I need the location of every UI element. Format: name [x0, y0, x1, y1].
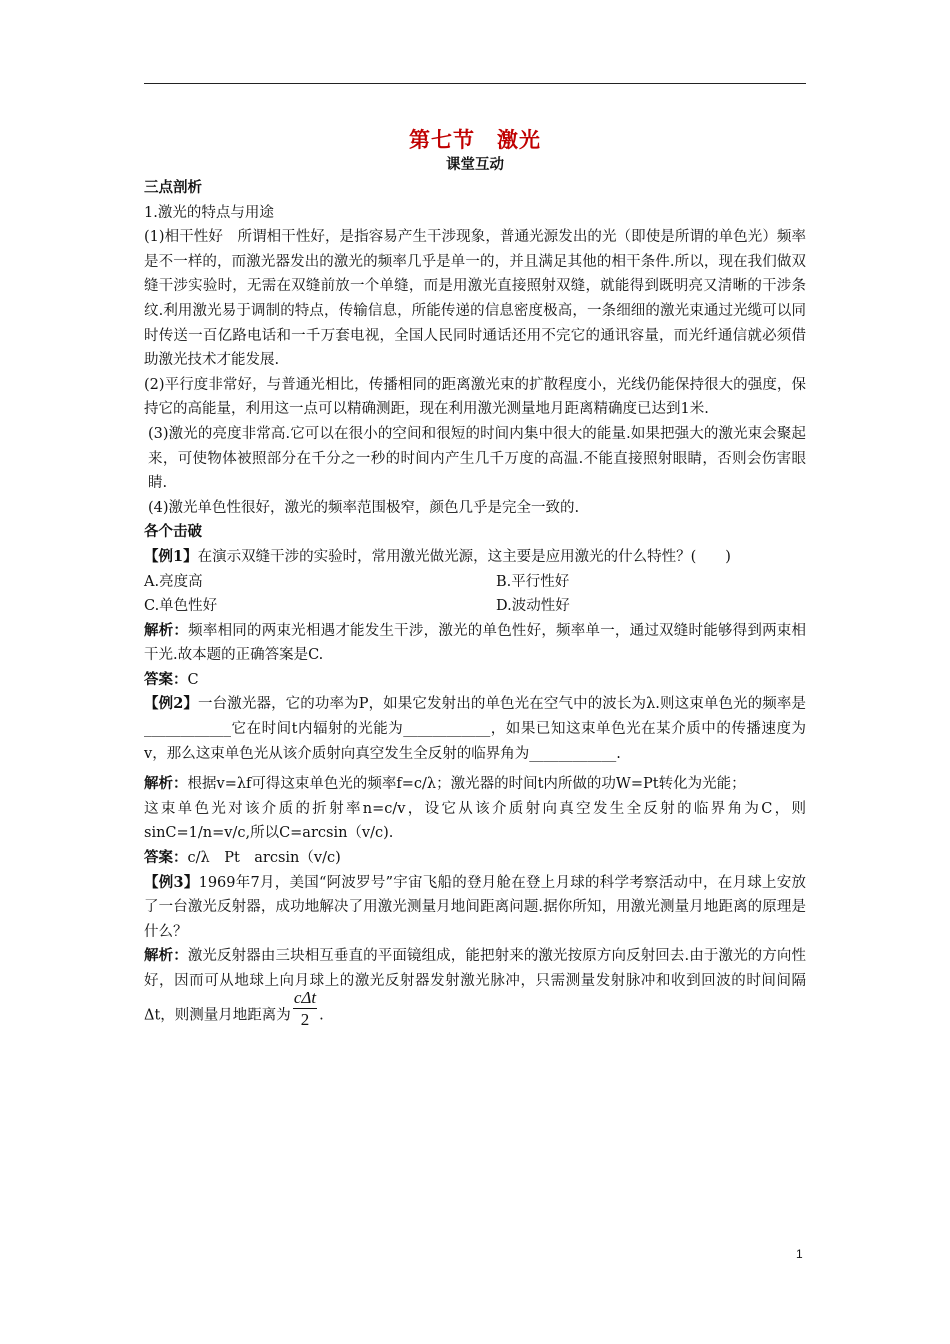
analysis-label: 解析： [144, 947, 188, 965]
analysis-text-1: 根据v=λf可得这束单色光的频率f=c/λ；激光器的时间t内所做的功W=Pt转化为光能； [187, 776, 746, 793]
page-subtitle: 课堂互动 [446, 156, 504, 173]
paragraph-coherence: (1)相干性好 所谓相干性好，是指容易产生干涉现象，普通光源发出的光（即使是所谓的单色光）频率是不一样的，而激光器发出的激光的频率几乎是单一的，并且满足其他的相干条件.所以，现在我们做双缝干涉实验时，无需在双缝前放一个单缝，而是用激光直接照射双缝，就能得到既明亮又清晰的干涉条纹.利用激光易于调制的特点，传输信息，所能传递的信息密度极高，一条细细的激光束通过光缆可以同时传送一百亿路电话和一千万套电视，全国人民同时通话还用不完它的通讯容量，而光纤通信就必须借助激光技术才能发展. [144, 229, 806, 369]
analysis-text: 频率相同的两束光相遇才能发生干涉，激光的单色性好，频率单一，通过双缝时能够得到两束相干光.故本题的正确答案是C. [144, 622, 807, 664]
page-title [0, 124, 950, 154]
example-1-analysis [144, 619, 806, 668]
example-1-text: 在演示双缝干涉的实验时，常用激光做光源，这主要是应用激光的什么特性？( ) [197, 548, 731, 565]
header-rule [144, 83, 806, 84]
example-3-analysis [144, 944, 806, 1036]
section-heading-examples: 各个击破 [144, 523, 202, 541]
topic-line: 1.激光的特点与用途 [144, 204, 274, 221]
paragraph-monochromaticity: (4)激光单色性很好，激光的频率范围极窄，颜色几乎是完全一致的. [148, 499, 580, 516]
answer-text: c/λ Pt arcsin（v/c) [187, 850, 341, 867]
example-1-question [144, 545, 806, 570]
option-b: B.平行性好 [496, 573, 570, 590]
paragraph-brightness: (3)激光的亮度非常高.它可以在很小的空间和很短的时间内集中很大的能量.如果把强大的激光束会聚起来，可使物体被照部分在千分之一秒的时间内产生几千万度的高温.不能直接照射眼睛，否则会伤害眼睛. [148, 425, 806, 492]
analysis-label: 解析： [144, 775, 188, 793]
example-3-label: 【例3】 [144, 873, 199, 891]
distance-fraction [293, 988, 317, 1031]
example-2-analysis-continued: 这束单色光对该介质的折射率n=c/v，设它从该介质射向真空发生全反射的临界角为C，则sinC=1/n=v/c,所以C=arcsin（v/c). [144, 800, 806, 842]
answer-label: 答案： [144, 849, 188, 867]
example-3-text: 1969年7月，美国“阿波罗号”宇宙飞船的登月舱在登上月球的科学考察活动中，在月球上安放了一台激光反射器，成功地解决了用激光测量月地间距离问题.据你所知，用激光测量月地距离的原理是什么？ [144, 874, 807, 940]
example-2-text: 一台激光器，它的功率为P，如果它发射出的单色光在空气中的波长为λ.则这束单色光的频率是____________它在时间t内辐射的光能为____________，如果已知这束单色光在某介质中的传播速度为v，那么这束单色光从该介质射向真空发生全反射的临界角为____________. [144, 696, 806, 762]
fraction-numerator: cΔt [293, 987, 317, 1007]
title-section-number: 第七节 [409, 127, 475, 152]
example-1-answer [144, 668, 806, 693]
fraction-denominator: 2 [300, 1009, 310, 1029]
analysis-label: 解析： [144, 621, 189, 639]
example-2-label: 【例2】 [144, 695, 199, 713]
answer-text: C [187, 671, 199, 688]
page-number: 1 [796, 1247, 803, 1261]
analysis-end: . [319, 1007, 324, 1024]
option-a: A.亮度高 [144, 573, 203, 590]
example-3-question [144, 871, 806, 945]
example-1-label: 【例1】 [144, 547, 198, 565]
analysis-text: 激光反射器由三块相互垂直的平面镜组成，能把射来的激光按原方向反射回去.由于激光的方向性好，因而可从地球上向月球上的激光反射器发射激光脉冲，只需测量发射脉冲和收到回波的时间间隔Δt，则测量月地距离为 [144, 948, 806, 1024]
example-2-answer [144, 846, 806, 871]
section-heading-analysis: 三点剖析 [144, 179, 202, 196]
option-c: C.单色性好 [144, 598, 218, 615]
example-2-question [144, 692, 806, 766]
document-body [144, 176, 806, 1037]
example-2-analysis [144, 772, 806, 797]
paragraph-parallelism: (2)平行度非常好，与普通光相比，传播相同的距离激光束的扩散程度小，光线仍能保持很大的强度，保持它的高能量，利用这一点可以精确测距，现在利用激光测量地月距离精确度已达到1米. [144, 376, 806, 418]
option-d: D.波动性好 [496, 598, 570, 615]
example-1-options-row-2 [144, 594, 806, 619]
example-1-options-row-1 [144, 570, 806, 595]
answer-label: 答案： [144, 670, 188, 688]
title-topic: 激光 [497, 127, 541, 152]
